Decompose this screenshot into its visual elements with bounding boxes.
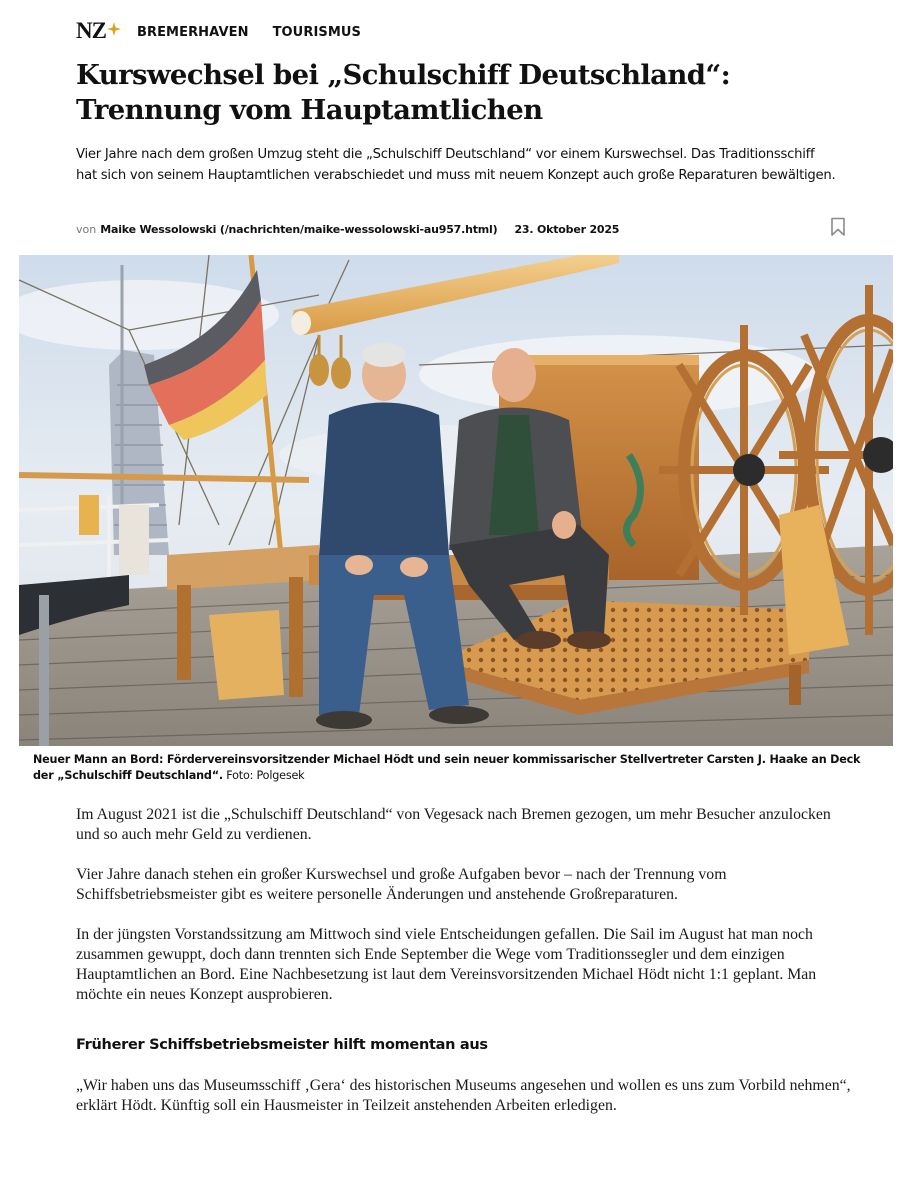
photo-credit: Foto: Polgesek bbox=[226, 769, 305, 782]
article-photo[interactable] bbox=[19, 255, 893, 746]
publish-date: 23. Oktober 2025 bbox=[514, 222, 620, 236]
photo-illustration bbox=[19, 255, 893, 746]
logo-text: NZ bbox=[76, 17, 106, 43]
author-link[interactable]: Maike Wessolowski (/nachrichten/maike-wessolowski-au957.html) bbox=[100, 222, 498, 236]
article-paragraph: „Wir haben uns das Museumsschiff ‚Gera‘ des historischen Museums angesehen und wollen es uns zum Vorbild nehmen“, erklärt Hödt. Künftig soll ein Hausmeister in Teilzeit anstehenden Arbeiten erledigen. bbox=[76, 1077, 851, 1114]
photo-caption bbox=[33, 752, 883, 784]
article-paragraph: In der jüngsten Vorstandssitzung am Mittwoch sind viele Entscheidungen gefallen. Die Sail im August hat man noch zusammen gewuppt, doch dann trennten sich Ende September die Wege vom Traditionssegler und dem einzigen Hauptamtlichen an Bord. Eine Nachbesetzung ist laut dem Vereinsvorsitzenden Michael Hödt nicht 1:1 geplant. Man möchte ein neues Konzept ausprobieren. bbox=[76, 926, 817, 1003]
site-logo[interactable] bbox=[76, 19, 121, 42]
byline-prefix: von bbox=[76, 222, 97, 236]
top-navigation bbox=[76, 16, 385, 44]
article-subheading: Früherer Schiffsbetriebsmeister hilft momentan aus bbox=[76, 1037, 488, 1053]
bookmark-icon[interactable] bbox=[830, 217, 846, 237]
nav-link-tourismus[interactable]: TOURISMUS bbox=[272, 24, 362, 40]
article-paragraph: Vier Jahre danach stehen ein großer Kurswechsel und große Aufgaben bevor – nach der Trennung vom Schiffsbetriebsmeister gibt es weitere personelle Änderungen und anstehende Großreparaturen. bbox=[76, 866, 727, 903]
nav-link-bremerhaven[interactable]: BREMERHAVEN bbox=[136, 24, 249, 40]
article-paragraph: Im August 2021 ist die „Schulschiff Deutschland“ von Vegesack nach Bremen gezogen, um mehr Besucher anzulocken und so auch mehr Geld zu verdienen. bbox=[76, 806, 831, 843]
article-byline bbox=[76, 220, 846, 238]
star-icon bbox=[107, 22, 121, 36]
caption-text: Neuer Mann an Bord: Fördervereinsvorsitzender Michael Hödt und sein neuer kommissarischer Stellvertreter Carsten J. Haake an Deck der „Schulschiff Deutschland“. bbox=[33, 753, 861, 782]
article-teaser: Vier Jahre nach dem großen Umzug steht die „Schulschiff Deutschland“ vor einem Kurswechsel. Das Traditionsschiff hat sich von seinem Hauptamtlichen verabschiedet und muss mit neuem Konzept auch große Reparaturen bewältigen. bbox=[76, 147, 836, 183]
article-headline: Kurswechsel bei „Schulschiff Deutschland“: Trennung vom Hauptamtlichen bbox=[76, 59, 731, 126]
